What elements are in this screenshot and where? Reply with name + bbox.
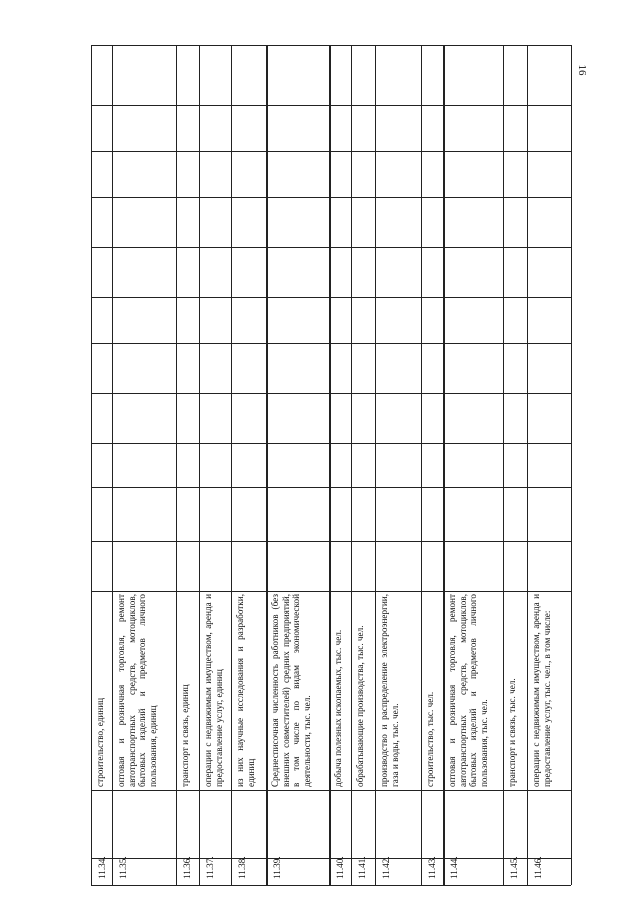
row-number: 11.36. — [182, 856, 192, 879]
row-border — [571, 45, 572, 885]
row-number: 11.37. — [205, 856, 215, 879]
column-border — [91, 105, 571, 106]
row-number: 11.39. — [272, 856, 282, 879]
row-number: 11.38. — [237, 856, 247, 879]
column-border — [91, 591, 571, 592]
row-border — [112, 45, 113, 885]
row-border — [443, 45, 445, 885]
column-border — [91, 343, 571, 344]
column-border — [91, 541, 571, 542]
row-border — [375, 45, 376, 885]
column-border — [91, 443, 571, 444]
column-border — [91, 858, 571, 859]
row-border — [527, 45, 528, 885]
row-label: производство и распределение электроэнергии, газа и воды, тыс. чел. — [379, 594, 400, 787]
column-border — [91, 790, 571, 791]
row-border — [91, 45, 92, 885]
row-number: 11.43. — [427, 856, 437, 879]
row-label: оптовая и розничная торговля, ремонт автотранспортных средств, мотоциклов, бытовых изделий и предметов личного пользования, единиц — [116, 594, 158, 787]
page-number: 16 — [576, 64, 588, 76]
column-border — [91, 885, 571, 886]
row-number: 11.42. — [381, 856, 391, 879]
row-border — [503, 45, 504, 885]
row-label: транспорт и связь, единиц — [180, 684, 190, 787]
row-label: транспорт и связь, тыс. чел. — [507, 678, 517, 787]
column-border — [91, 247, 571, 248]
column-border — [91, 487, 571, 488]
row-number: 11.35. — [118, 856, 128, 879]
row-label: строительство, тыс. чел. — [425, 691, 435, 787]
row-border — [199, 45, 200, 885]
row-label: оптовая и розничная торговля, ремонт автотранспортных средств, мотоциклов, бытовых изделий и предметов личного пользования, тыс. чел. — [447, 594, 489, 787]
row-label: операции с недвижимым имуществом, аренда и предоставление услуг, единиц — [203, 594, 224, 787]
column-border — [91, 197, 571, 198]
row-label: из них научные исследования и разработки, единиц — [235, 594, 256, 787]
row-border — [231, 45, 232, 885]
row-label: добыча полезных ископаемых, тыс. чел. — [333, 629, 343, 787]
row-number: 11.41. — [357, 856, 367, 879]
row-label: обрабатывающие производства, тыс. чел. — [355, 625, 365, 787]
row-number: 11.46. — [533, 856, 543, 879]
row-label: операции с недвижимым имуществом, аренда и предоставление услуг, тыс. чел., в том числе: — [531, 594, 552, 787]
row-border — [351, 45, 352, 885]
column-border — [91, 151, 571, 152]
row-label: Среднесписочная численность работников (без внешних совместителей) средних предприятий, в том числе по видам экономической деятельности, тыс. чел. — [270, 594, 312, 787]
column-border — [91, 45, 571, 46]
row-border — [421, 45, 422, 885]
row-number: 11.44. — [449, 856, 459, 879]
row-border — [176, 45, 177, 885]
column-border — [91, 297, 571, 298]
row-number: 11.40. — [335, 856, 345, 879]
row-number: 11.34. — [97, 856, 107, 879]
column-border — [91, 393, 571, 394]
statistics-table — [91, 45, 571, 885]
row-border — [266, 45, 268, 885]
row-label: строительство, единиц — [95, 697, 105, 787]
row-border — [329, 45, 331, 885]
row-number: 11.45. — [509, 856, 519, 879]
